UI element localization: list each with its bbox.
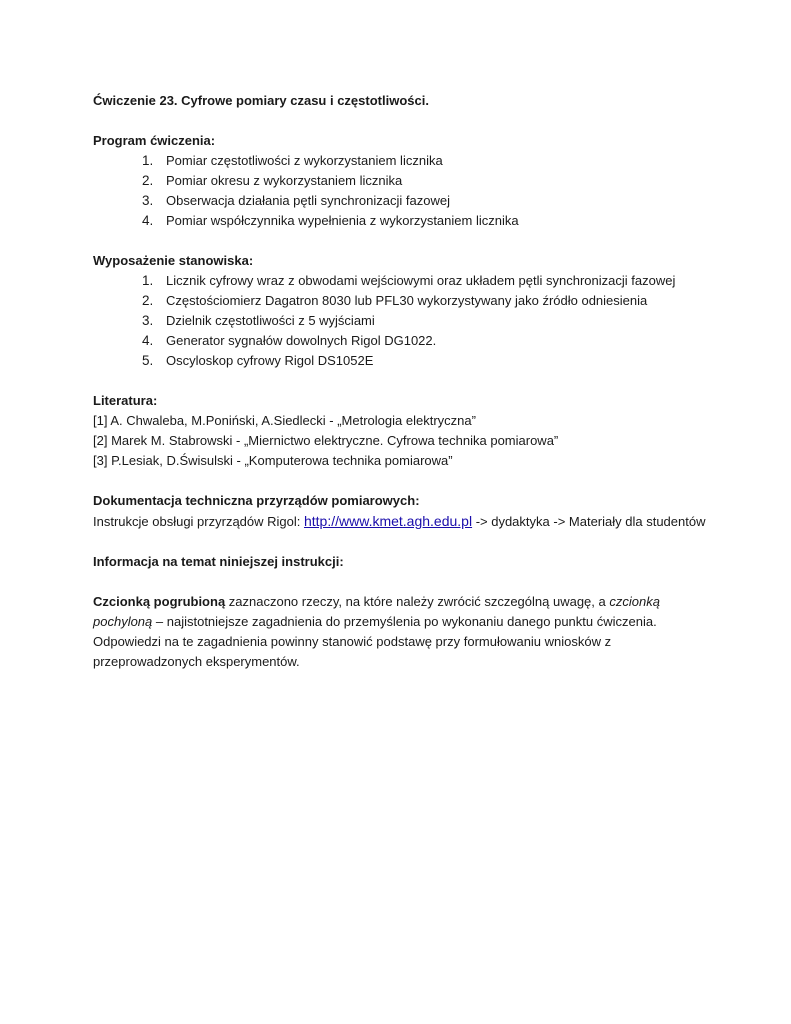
- list-item-text: Pomiar współczynnika wypełnienia z wykorzystaniem licznika: [166, 213, 519, 228]
- list-item-text: Licznik cyfrowy wraz z obwodami wejściowymi oraz układem pętli synchronizacji fazowej: [166, 273, 676, 288]
- list-item-text: Oscyloskop cyfrowy Rigol DS1052E: [166, 353, 374, 368]
- equipment-item: [93, 331, 713, 351]
- docs-prefix: Instrukcje obsługi przyrządów Rigol:: [93, 514, 304, 529]
- list-number: 1.: [142, 273, 154, 288]
- docs-paragraph: [93, 511, 713, 532]
- rigol-docs-link[interactable]: http://www.kmet.agh.edu.pl: [303, 513, 473, 529]
- equipment-heading: Wyposażenie stanowiska:: [93, 253, 254, 268]
- document-title: Ćwiczenie 23. Cyfrowe pomiary czasu i częstotliwości.: [93, 93, 429, 108]
- program-item: [93, 151, 713, 171]
- list-item-text: Częstościomierz Dagatron 8030 lub PFL30 wykorzystywany jako źródło odniesienia: [166, 293, 648, 308]
- literature-heading: Literatura:: [93, 393, 158, 408]
- list-number: 5.: [142, 353, 154, 368]
- info-paragraph: [93, 592, 713, 672]
- info-bold-text: Czcionką pogrubioną: [93, 594, 226, 609]
- equipment-item: [93, 271, 713, 291]
- list-number: 2.: [142, 293, 154, 308]
- list-number: 3.: [142, 193, 154, 208]
- program-item: [93, 171, 713, 191]
- program-list: [93, 151, 713, 231]
- list-number: 4.: [142, 333, 154, 348]
- program-item: [93, 211, 713, 231]
- equipment-item: [93, 351, 713, 371]
- docs-heading: Dokumentacja techniczna przyrządów pomiarowych:: [93, 493, 420, 508]
- list-number: 2.: [142, 173, 154, 188]
- list-item-text: Pomiar częstotliwości z wykorzystaniem licznika: [166, 153, 443, 168]
- program-heading: Program ćwiczenia:: [93, 133, 216, 148]
- program-item: [93, 191, 713, 211]
- info-heading: Informacja na temat niniejszej instrukcji:: [93, 554, 344, 569]
- list-item-text: Pomiar okresu z wykorzystaniem licznika: [166, 173, 403, 188]
- document-content: [93, 91, 713, 672]
- list-number: 4.: [142, 213, 154, 228]
- docs-suffix: -> dydaktyka -> Materiały dla studentów: [472, 514, 706, 529]
- literature-entry: [2] Marek M. Stabrowski - „Miernictwo elektryczne. Cyfrowa technika pomiarowa”: [93, 433, 559, 448]
- literature-entry: [1] A. Chwaleba, M.Poniński, A.Siedlecki - „Metrologia elektryczna”: [93, 413, 476, 428]
- literature-entry: [3] P.Lesiak, D.Świsulski - „Komputerowa technika pomiarowa”: [93, 453, 453, 468]
- equipment-item: [93, 311, 713, 331]
- list-number: 1.: [142, 153, 154, 168]
- list-item-text: Obserwacja działania pętli synchronizacji fazowej: [166, 193, 450, 208]
- info-italic-text: czcionką pochyloną: [93, 594, 660, 629]
- equipment-list: [93, 271, 713, 371]
- info-text-2: – najistotniejsze zagadnienia do przemyślenia po wykonaniu danego punktu ćwiczenia. Odpowiedzi na te zagadnienia powinny stanowić podstawę przy formułowaniu wniosków z przeprowadzonych eksperymentów.: [93, 614, 657, 669]
- list-item-text: Dzielnik częstotliwości z 5 wyjściami: [166, 313, 375, 328]
- list-number: 3.: [142, 313, 154, 328]
- equipment-item: [93, 291, 713, 311]
- info-text-1: zaznaczono rzeczy, na które należy zwrócić szczególną uwagę, a: [225, 594, 610, 609]
- list-item-text: Generator sygnałów dowolnych Rigol DG1022.: [166, 333, 437, 348]
